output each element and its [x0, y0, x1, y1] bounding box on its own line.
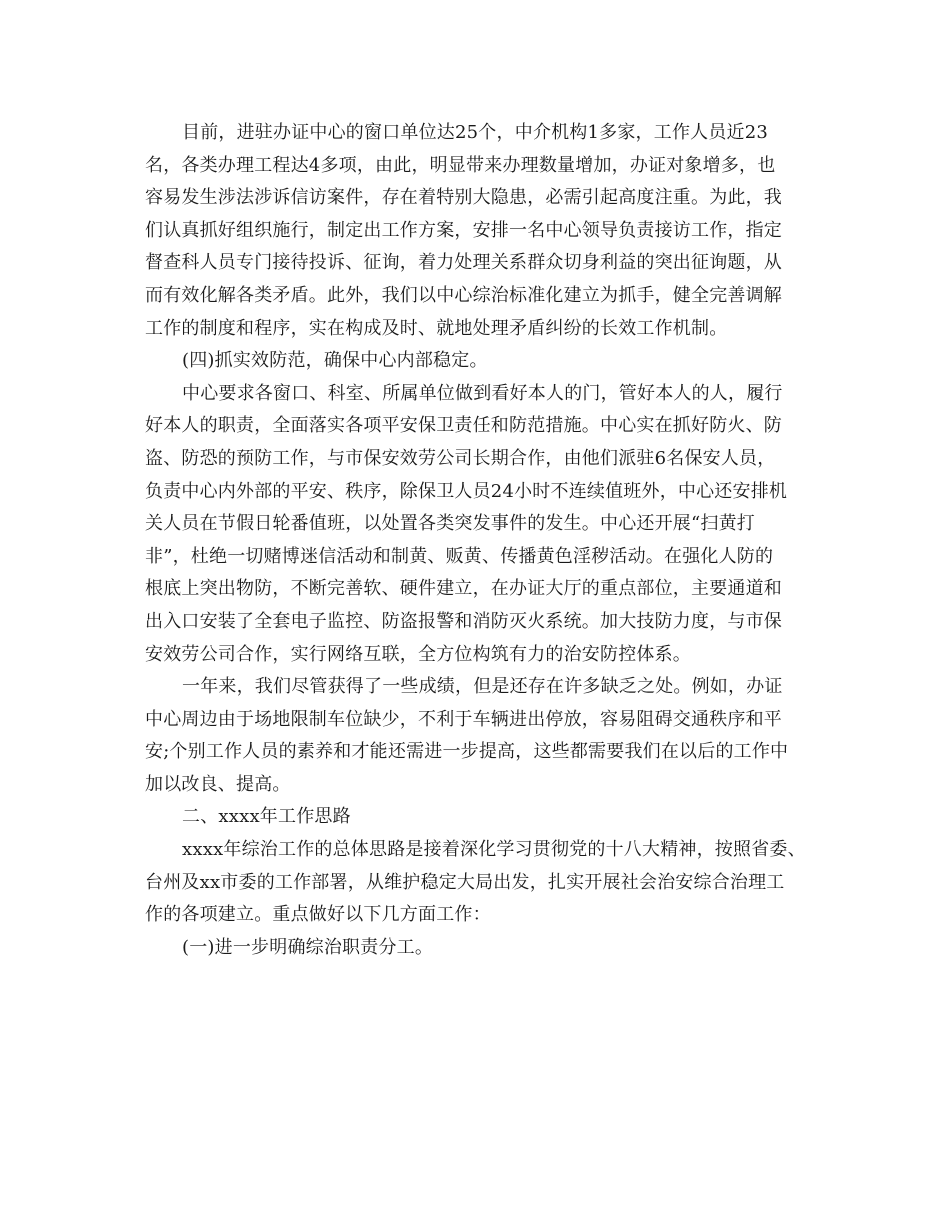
- text-line: 中心周边由于场地限制车位缺少，不利于车辆进出停放，容易阻碍交通秩序和平: [145, 708, 782, 730]
- text-line: 而有效化解各类矛盾。此外，我们以中心综治标准化建立为抓手，健全完善调解: [145, 284, 782, 306]
- text-line: 关人员在节假日轮番值班，以处置各类突发事件的发生。中心还开展“扫黄打: [145, 513, 755, 535]
- text-line: 二、xxxx年工作思路: [182, 806, 351, 828]
- text-line: 作的各项建立。重点做好以下几方面工作：: [145, 904, 491, 926]
- text-line: 安;个别工作人员的素养和才能还需进一步提高，这些都需要我们在以后的工作中: [145, 741, 789, 763]
- text-line: 盗、防恐的预防工作，与市保安效劳公司长期合作，由他们派驻6名保安人员，: [145, 447, 776, 469]
- text-line: 中心要求各窗口、科室、所属单位做到看好本人的门，管好本人的人，履行: [182, 382, 783, 404]
- text-line: 目前，进驻办证中心的窗口单位达25个，中介机构1多家，工作人员近23: [182, 122, 769, 143]
- text-line: xxxx年综治工作的总体思路是接着深化学习贯彻党的十八大精神，按照省委、: [182, 839, 806, 861]
- text-line: 出入口安装了全套电子监控、防盗报警和消防灭火系统。加大技防力度，与市保: [145, 610, 782, 632]
- text-line: (一)进一步明确综治职责分工。: [182, 936, 434, 958]
- text-line: 安效劳公司合作，实行网络互联，全方位构筑有力的治安防控体系。: [145, 643, 691, 665]
- document-body: [145, 117, 807, 964]
- text-line: 名，各类办理工程达4多项，由此，明显带来办理数量增加，办证对象增多，也: [145, 154, 776, 176]
- text-line: 负责中心内外部的平安、秩序，除保卫人员24小时不连续值班外，中心还安排机: [145, 480, 788, 502]
- text-line: 一年来，我们尽管获得了一些成绩，但是还存在许多缺乏之处。例如，办证: [182, 676, 783, 698]
- text-line: 工作的制度和程序，实在构成及时、就地处理矛盾纠纷的长效工作机制。: [145, 317, 728, 339]
- text-line: 根底上突出物防，不断完善软、硬件建立，在办证大厅的重点部位，主要通道和: [145, 578, 782, 600]
- text-line: 非”，杜绝一切赌博迷信活动和制黄、贩黄、传播黄色淫秽活动。在强化人防的: [145, 545, 774, 567]
- text-line: 台州及xx市委的工作部署，从维护稳定大局出发，扎实开展社会治安综合治理工: [145, 871, 785, 893]
- text-line: 加以改良、提高。: [145, 773, 291, 795]
- text-line: 好本人的职责，全面落实各项平安保卫责任和防范措施。中心实在抓好防火、防: [145, 415, 782, 437]
- text-line: 们认真抓好组织施行，制定出工作方案，安排一名中心领导负责接访工作，指定: [145, 219, 782, 241]
- text-line: (四)抓实效防范，确保中心内部稳定。: [182, 350, 488, 372]
- text-line: 督查科人员专门接待投诉、征询，着力处理关系群众切身利益的突出征询题，从: [145, 252, 782, 274]
- text-line: 容易发生涉法涉诉信访案件，存在着特别大隐患，必需引起高度注重。为此，我: [145, 187, 782, 209]
